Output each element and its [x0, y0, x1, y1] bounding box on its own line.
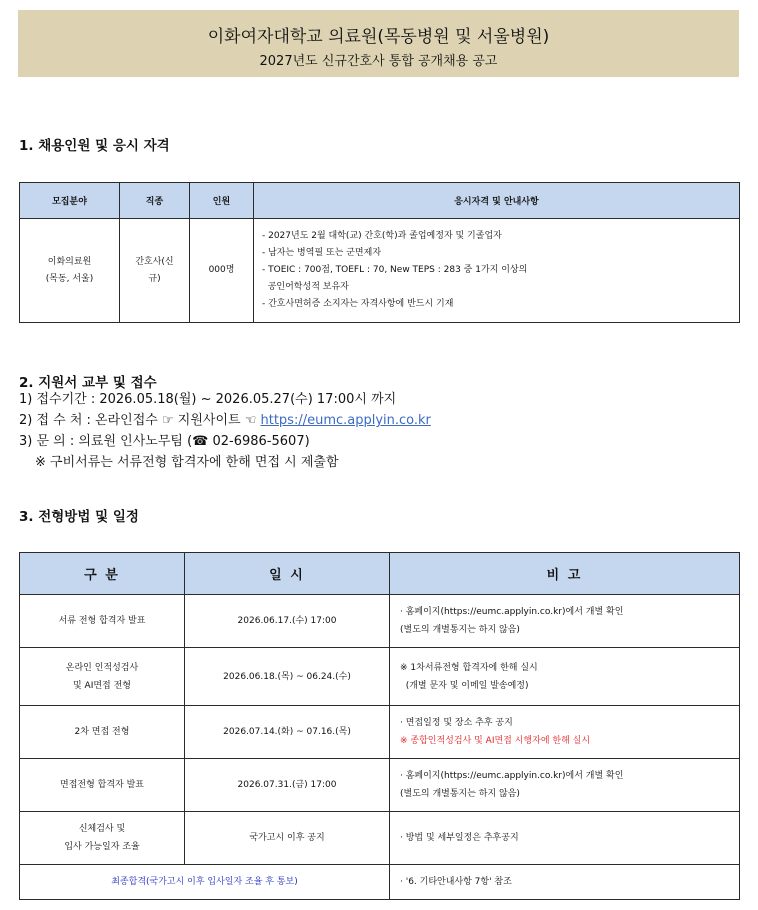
- col-header-date: 일 시: [185, 553, 390, 595]
- stage-cell: 면접전형 합격자 발표: [20, 759, 185, 812]
- stage-line: 신체검사 및: [78, 824, 126, 834]
- section3-heading: 3. 전형방법 및 일정: [19, 509, 139, 525]
- note-cell: [390, 648, 740, 706]
- final-row: [20, 865, 740, 900]
- note-line: (개별 문자 및 이메일 발송예정): [400, 680, 529, 691]
- application-period: 1) 접수기간 : 2026.05.18(월) ~ 2026.05.27(수) 17:00시 까지: [19, 392, 397, 407]
- application-info: [19, 389, 431, 473]
- contact-info: 3) 문 의 : 의료원 인사노무팀 (☎ 02-6986-5607): [19, 434, 310, 449]
- qualifications-cell: [254, 219, 740, 323]
- recruitment-table: [19, 182, 740, 323]
- final-pass-label: 최종합격(국가고시 이후 입사일자 조율 후 통보): [20, 865, 390, 900]
- qualification-item: - 남자는 병역필 또는 군면제자: [262, 248, 382, 258]
- col-header-stage: 구 분: [20, 553, 185, 595]
- job-line: 간호사(신: [135, 256, 174, 267]
- qualification-item: 공인어학성적 보유자: [262, 282, 349, 292]
- note-line-warning: ※ 종합인적성검사 및 AI면접 시행자에 한해 실시: [400, 736, 591, 746]
- stage-line: 및 AI면접 전형: [72, 680, 131, 691]
- date-cell: 국가고시 이후 공지: [185, 812, 390, 865]
- note-line: (별도의 개별통지는 하지 않음): [400, 625, 520, 635]
- header-banner: [18, 10, 739, 77]
- schedule-table: [19, 552, 740, 900]
- qualification-item: - 2027년도 2월 대학(교) 간호(학)과 졸업예정자 및 기졸업자: [262, 231, 502, 241]
- field-cell: [20, 219, 120, 323]
- field-line: (목동, 서울): [45, 273, 94, 284]
- qualification-item: - 간호사면허증 소지자는 자격사항에 반드시 기재: [262, 299, 454, 309]
- table-row: [20, 595, 740, 648]
- date-cell: 2026.06.18.(목) ~ 06.24.(수): [185, 648, 390, 706]
- job-cell: [120, 219, 190, 323]
- date-cell: 2026.07.14.(화) ~ 07.16.(목): [185, 706, 390, 759]
- stage-cell: 서류 전형 합격자 발표: [20, 595, 185, 648]
- count-cell: 000명: [190, 219, 254, 323]
- note-cell: · 방법 및 세부일정은 추후공지: [390, 812, 740, 865]
- note-line: · 홈페이지(https://eumc.applyin.co.kr)에서 개별 확인: [400, 771, 624, 781]
- recruitment-table-header: [20, 183, 740, 219]
- hospital-title: 이화여자대학교 의료원(목동병원 및 서울병원): [207, 27, 550, 47]
- stage-line: 온라인 인적성검사: [65, 662, 139, 673]
- col-header-note: 비 고: [390, 553, 740, 595]
- table-row: [20, 648, 740, 706]
- table-row: [20, 219, 740, 323]
- note-line: · 홈페이지(https://eumc.applyin.co.kr)에서 개별 확인: [400, 607, 624, 617]
- section1-heading: 1. 채용인원 및 응시 자격: [19, 138, 170, 154]
- date-cell: 2026.06.17.(수) 17:00: [185, 595, 390, 648]
- application-place: [19, 410, 431, 431]
- col-header-count: 인원: [190, 183, 254, 219]
- job-line: 규): [148, 273, 161, 284]
- note-line: ※ 1차서류전형 합격자에 한해 실시: [400, 662, 538, 673]
- stage-cell: [20, 648, 185, 706]
- note-line: · 면접일정 및 장소 추후 공지: [400, 718, 513, 728]
- col-header-qualifications: 응시자격 및 안내사항: [254, 183, 740, 219]
- qualification-item: - TOEIC : 700점, TOEFL : 70, New TEPS : 283 중 1가지 이상의: [262, 265, 528, 275]
- table-row: [20, 706, 740, 759]
- announcement-subtitle: 2027년도 신규간호사 통합 공개채용 공고: [259, 54, 498, 69]
- final-pass-note: · '6. 기타안내사항 7항' 참조: [390, 865, 740, 900]
- apply-site-link[interactable]: https://eumc.applyin.co.kr: [260, 413, 431, 428]
- section2-heading: 2. 지원서 교부 및 접수: [19, 375, 157, 391]
- application-place-text: 2) 접 수 처 : 온라인접수 ☞ 지원사이트 ☜: [19, 413, 261, 428]
- schedule-table-header: [20, 553, 740, 595]
- table-row: [20, 812, 740, 865]
- stage-cell: [20, 812, 185, 865]
- note-cell: [390, 759, 740, 812]
- col-header-field: 모집분야: [20, 183, 120, 219]
- documents-note: ※ 구비서류는 서류전형 합격자에 한해 면접 시 제출함: [35, 455, 339, 470]
- table-row: [20, 759, 740, 812]
- stage-line: 입사 가능일자 조율: [64, 842, 140, 852]
- note-cell: [390, 595, 740, 648]
- note-line: (별도의 개별통지는 하지 않음): [400, 789, 520, 799]
- field-line: 이화의료원: [47, 256, 92, 267]
- stage-cell: 2차 면접 전형: [20, 706, 185, 759]
- note-cell: [390, 706, 740, 759]
- col-header-job: 직종: [120, 183, 190, 219]
- date-cell: 2026.07.31.(금) 17:00: [185, 759, 390, 812]
